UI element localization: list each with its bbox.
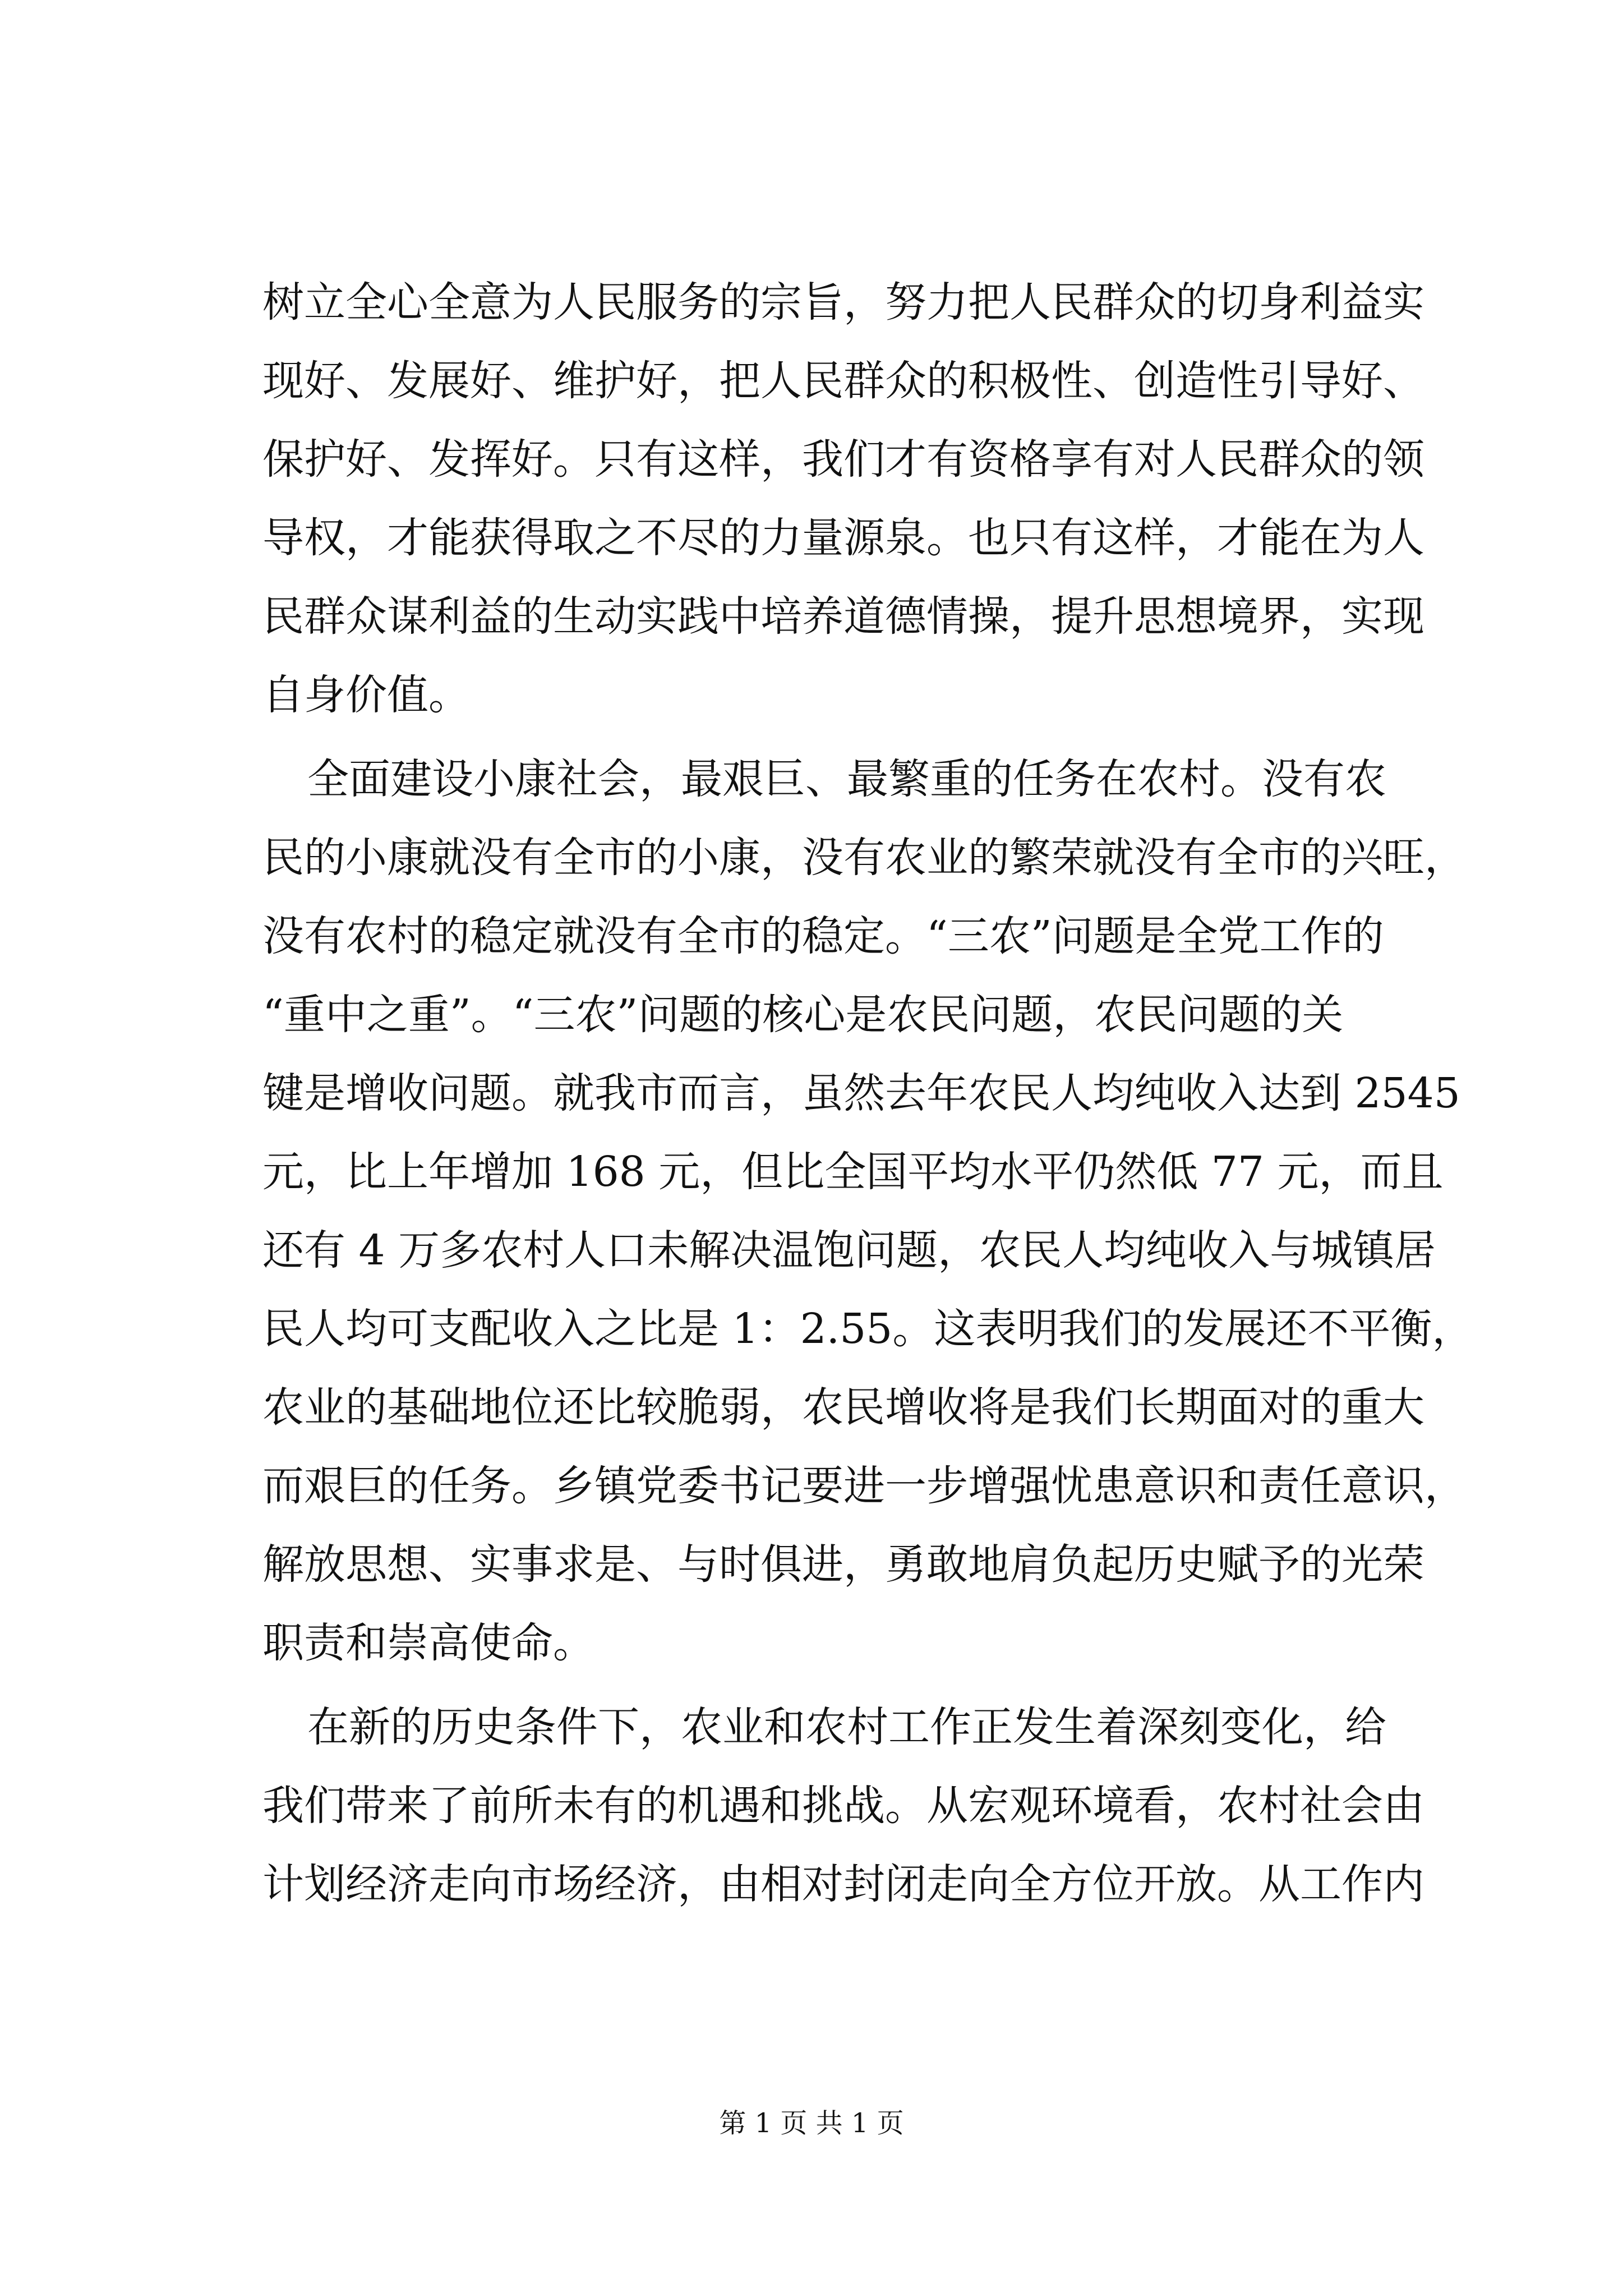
paragraph-3-line-2: 我们带来了前所未有的机遇和挑战。从宏观环境看，农村社会由 — [262, 1782, 1424, 1830]
paragraph-3-line-1: 在新的历史条件下，农业和农村工作正发生着深刻变化，给 — [307, 1703, 1386, 1751]
paragraph-2-line-12: 职责和崇高使命。 — [262, 1619, 594, 1667]
paragraph-1-line-5: 民群众谋利益的生动实践中培养道德情操，提升思想境界，实现 — [262, 592, 1424, 641]
paragraph-1-line-6: 自身价值。 — [262, 671, 470, 719]
page-footer: 第 1 页 共 1 页 — [719, 2108, 904, 2139]
paragraph-2-line-2: 民的小康就没有全市的小康，没有农业的繁荣就没有全市的兴旺， — [262, 834, 1466, 882]
paragraph-2-line-5: 键是增收问题。就我市而言，虽然去年农民人均纯收入达到 2545 — [262, 1069, 1460, 1117]
paragraph-1-line-2: 现好、发展好、维护好，把人民群众的积极性、创造性引导好、 — [262, 357, 1424, 405]
paragraph-1-line-3: 保护好、发挥好。只有这样，我们才有资格享有对人民群众的领 — [262, 435, 1424, 484]
paragraph-2-line-11: 解放思想、实事求是、与时俱进，勇敢地肩负起历史赋予的光荣 — [262, 1540, 1424, 1589]
paragraph-2-line-10: 而艰巨的任务。乡镇党委书记要进一步增强忧患意识和责任意识， — [262, 1462, 1466, 1510]
paragraph-2-line-4: “重中之重”。“三农”问题的核心是农民问题，农民问题的关 — [262, 991, 1344, 1039]
paragraph-2-line-9: 农业的基础地位还比较脆弱，农民增收将是我们长期面对的重大 — [262, 1383, 1424, 1432]
paragraph-1-line-4: 导权，才能获得取之不尽的力量源泉。也只有这样，才能在为人 — [262, 514, 1424, 562]
paragraph-2-line-1: 全面建设小康社会，最艰巨、最繁重的任务在农村。没有农 — [307, 755, 1386, 803]
paragraph-2-line-6: 元，比上年增加 168 元，但比全国平均水平仍然低 77 元，而且 — [262, 1148, 1444, 1196]
paragraph-1-line-1: 树立全心全意为人民服务的宗旨，努力把人民群众的切身利益实 — [262, 278, 1424, 326]
paragraph-3-line-3: 计划经济走向市场经济，由相对封闭走向全方位开放。从工作内 — [262, 1860, 1424, 1908]
paragraph-2-line-8: 民人均可支配收入之比是 1：2.55。这表明我们的发展还不平衡， — [262, 1305, 1474, 1353]
paragraph-2-line-3: 没有农村的稳定就没有全市的稳定。“三农”问题是全党工作的 — [262, 912, 1384, 960]
paragraph-2-line-7: 还有 4 万多农村人口未解决温饱问题，农民人均纯收入与城镇居 — [262, 1226, 1436, 1274]
